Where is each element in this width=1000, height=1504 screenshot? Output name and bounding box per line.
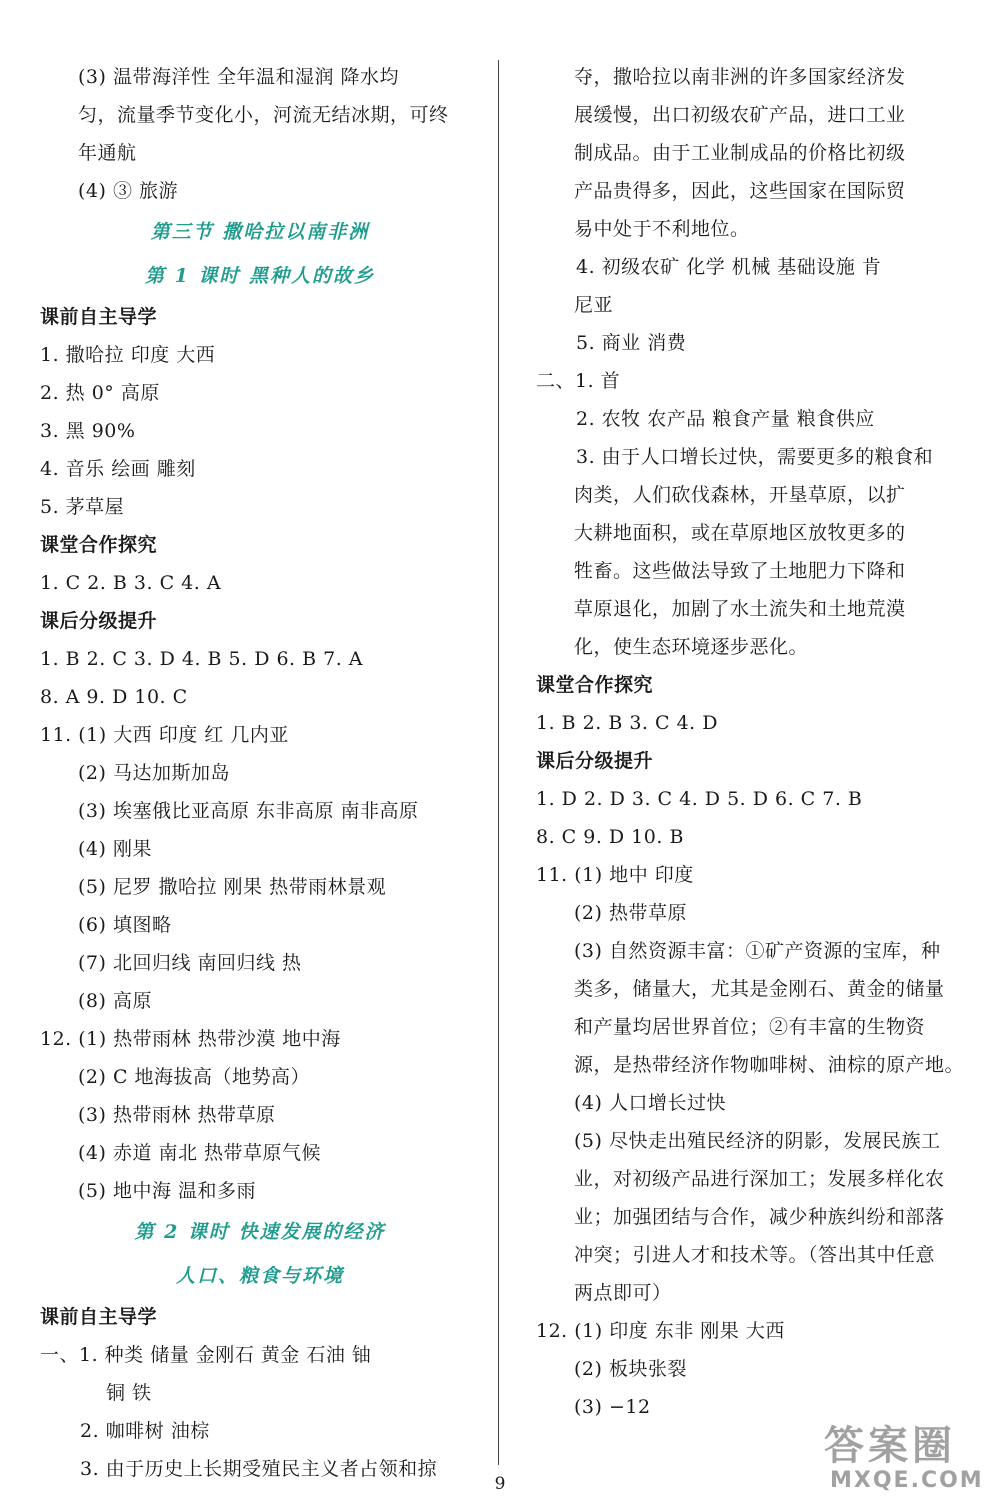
answer-line: (8) 高原 <box>78 990 152 1012</box>
answer-line: (4) 赤道 南北 热带草原气候 <box>78 1142 322 1164</box>
right-column <box>536 58 965 1426</box>
answer-line: 2. 咖啡树 油棕 <box>80 1420 210 1442</box>
answer-line: 4. 初级农矿 化学 机械 基础设施 肯 <box>576 256 882 278</box>
page-number: 9 <box>494 1474 506 1494</box>
answer-line: 12. (1) 印度 东非 刚果 大西 <box>536 1320 785 1342</box>
answer-line: 2. 农牧 农产品 粮食产量 粮食供应 <box>576 408 875 430</box>
answer-line: 8. A 9. D 10. C <box>40 686 188 708</box>
answer-line: (3) 温带海洋性 全年温和湿润 降水均 <box>78 66 400 88</box>
watermark-text: 答案圈 <box>824 1423 956 1469</box>
answer-line: 易中处于不利地位。 <box>574 218 750 240</box>
lesson-title: 第 2 课时 快速发展的经济 <box>134 1221 386 1243</box>
answer-line: (4) 人口增长过快 <box>574 1092 726 1114</box>
answer-line: 1. D 2. D 3. C 4. D 5. D 6. C 7. B <box>536 788 863 810</box>
answer-line: 年通航 <box>78 142 137 164</box>
answer-line: (5) 地中海 温和多雨 <box>78 1180 256 1202</box>
answer-line: 二、1. 首 <box>536 370 621 392</box>
answer-line: 和产量均居世界首位；②有丰富的生物资 <box>574 1016 926 1038</box>
answer-line: 4. 音乐 绘画 雕刻 <box>40 458 196 480</box>
answer-line: (2) C 地海拔高（地势高） <box>78 1066 311 1088</box>
column-divider <box>498 60 499 1465</box>
lesson-title: 人口、粮食与环境 <box>175 1265 344 1287</box>
answer-line: 1. B 2. B 3. C 4. D <box>536 712 718 734</box>
answer-line: 一、1. 种类 储量 金刚石 黄金 石油 铀 <box>40 1344 372 1366</box>
answer-line: 冲突；引进人才和技术等。（答出其中任意 <box>574 1244 936 1266</box>
answer-line: 夺，撒哈拉以南非洲的许多国家经济发 <box>574 66 906 88</box>
answer-line: (4) 刚果 <box>78 838 152 860</box>
answer-line: 业；加强团结与合作，减少种族纠纷和部落 <box>574 1206 945 1228</box>
answer-line: 11. (1) 大西 印度 红 几内亚 <box>40 724 289 746</box>
answer-line: 尼亚 <box>574 294 614 316</box>
section-heading: 课后分级提升 <box>536 750 654 772</box>
answer-line: 3. 由于人口增长过快，需要更多的粮食和 <box>576 446 934 468</box>
answer-line: (6) 填图略 <box>78 914 172 936</box>
answer-line: 制成品。由于工业制成品的价格比初级 <box>574 142 906 164</box>
answer-line: (5) 尽快走出殖民经济的阴影，发展民族工 <box>574 1130 941 1152</box>
left-column <box>40 58 480 1488</box>
answer-line: 5. 商业 消费 <box>576 332 687 354</box>
answer-line: (2) 板块张裂 <box>574 1358 687 1380</box>
answer-line: (2) 马达加斯加岛 <box>78 762 230 784</box>
answer-line: 12. (1) 热带雨林 热带沙漠 地中海 <box>40 1028 341 1050</box>
lesson-title: 第三节 撒哈拉以南非洲 <box>150 221 370 243</box>
answer-line: 11. (1) 地中 印度 <box>536 864 694 886</box>
answer-line: 业，对初级产品进行深加工；发展多样化农 <box>574 1168 945 1190</box>
answer-line: 1. B 2. C 3. D 4. B 5. D 6. B 7. A <box>40 648 364 670</box>
answer-line: 草原退化，加剧了水土流失和土地荒漠 <box>574 598 906 620</box>
answer-line: 牲畜。这些做法导致了土地肥力下降和 <box>574 560 906 582</box>
section-heading: 课堂合作探究 <box>40 534 158 556</box>
answer-line: 1. 撒哈拉 印度 大西 <box>40 344 216 366</box>
answer-line: 5. 茅草屋 <box>40 496 125 518</box>
answer-line: (3) 自然资源丰富：①矿产资源的宝库，种 <box>574 940 941 962</box>
answer-line: 2. 热 0° 高原 <box>40 382 160 404</box>
watermark-logo <box>820 1410 990 1500</box>
section-heading: 课前自主导学 <box>40 306 158 328</box>
answer-line: 1. C 2. B 3. C 4. A <box>40 572 222 594</box>
answer-line: 大耕地面积，或在草原地区放牧更多的 <box>574 522 906 544</box>
answer-line: (4) ③ 旅游 <box>78 180 178 202</box>
section-heading: 课堂合作探究 <box>536 674 654 696</box>
answer-line: 类多，储量大，尤其是金刚石、黄金的储量 <box>574 978 945 1000</box>
answer-line: (5) 尼罗 撒哈拉 刚果 热带雨林景观 <box>78 876 387 898</box>
answer-line: 3. 由于历史上长期受殖民主义者占领和掠 <box>80 1458 438 1480</box>
section-heading: 课后分级提升 <box>40 610 158 632</box>
answer-line: (7) 北回归线 南回归线 热 <box>78 952 302 974</box>
answer-line: (3) −12 <box>574 1396 651 1418</box>
answer-line: 化，使生态环境逐步恶化。 <box>574 636 809 658</box>
answer-line: 产品贵得多，因此，这些国家在国际贸 <box>574 180 906 202</box>
answer-line: (3) 埃塞俄比亚高原 东非高原 南非高原 <box>78 800 419 822</box>
answer-line: 两点即可） <box>574 1282 672 1304</box>
answer-line: (2) 热带草原 <box>574 902 687 924</box>
answer-line: 肉类，人们砍伐森林，开垦草原，以扩 <box>574 484 906 506</box>
answer-line: 源，是热带经济作物咖啡树、油棕的原产地。 <box>574 1054 965 1076</box>
answer-line: (3) 热带雨林 热带草原 <box>78 1104 276 1126</box>
answer-line: 展缓慢，出口初级农矿产品，进口工业 <box>574 104 906 126</box>
section-heading: 课前自主导学 <box>40 1306 158 1328</box>
watermark-url: MXQE.COM <box>830 1468 984 1493</box>
lesson-title: 第 1 课时 黑种人的故乡 <box>144 265 376 287</box>
answer-line: 匀，流量季节变化小，河流无结冰期，可终 <box>78 104 449 126</box>
answer-line: 3. 黑 90% <box>40 420 136 442</box>
answer-line: 铜 铁 <box>106 1382 152 1404</box>
answer-line: 8. C 9. D 10. B <box>536 826 684 848</box>
